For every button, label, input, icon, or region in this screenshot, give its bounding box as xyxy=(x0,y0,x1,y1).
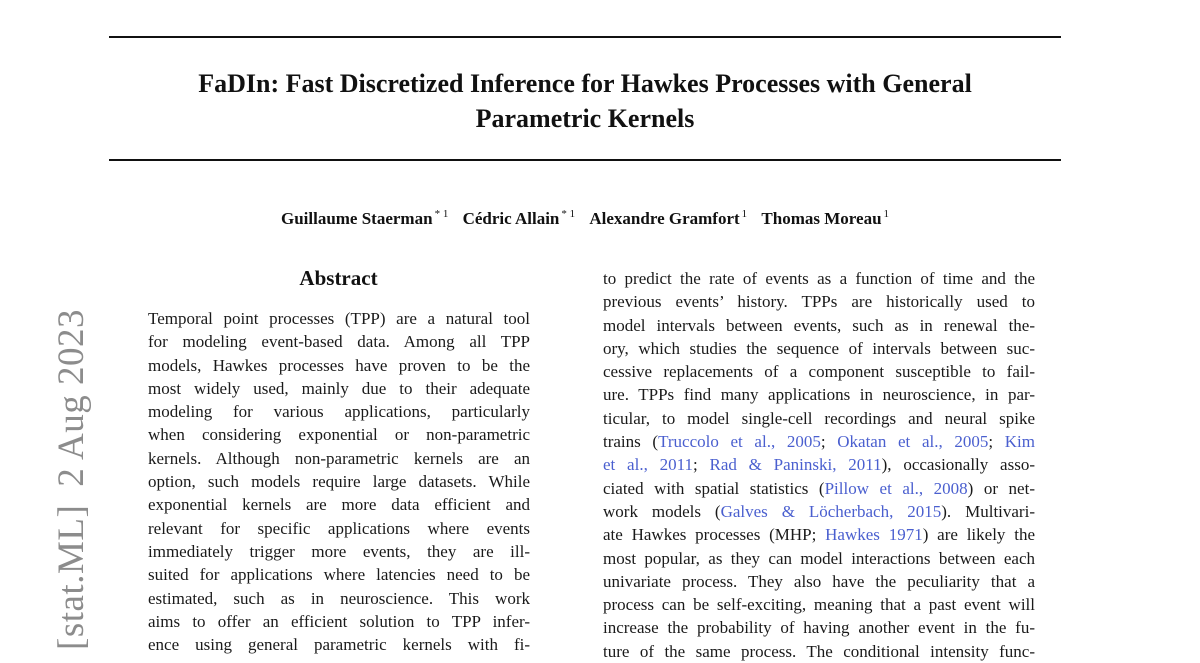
abstract-line: option, such models require large datasets. While xyxy=(148,472,530,492)
intro-line: work models (Galves & Löcherbach, 2015). Multivari- xyxy=(603,501,1035,521)
abstract-line: modeling for various applications, particularly xyxy=(148,402,530,422)
intro-line: ticular, to model single-cell recordings and neural spike xyxy=(603,408,1035,428)
author-affiliation: 1 xyxy=(741,208,748,220)
arxiv-stamp xyxy=(50,309,93,650)
intro-line: model intervals between events, such as in renewal the- xyxy=(603,315,1035,335)
author-name: Alexandre Gramfort xyxy=(589,209,740,228)
citation-link[interactable]: Pillow et al., 2008 xyxy=(824,478,968,498)
intro-line: ate Hawkes processes (MHP; Hawkes 1971) are likely the xyxy=(603,525,1035,545)
author-name: Thomas Moreau xyxy=(761,209,882,228)
intro-line: most popular, as they can model interactions between each xyxy=(603,548,1035,568)
bottom-rule xyxy=(109,159,1061,161)
intro-line: process can be self-exciting, meaning that a past event will xyxy=(603,595,1035,615)
citation-link[interactable]: Hawkes 1971 xyxy=(825,525,923,545)
author-affiliation: * 1 xyxy=(561,208,576,220)
arxiv-date: 2 Aug 2023 xyxy=(51,309,92,487)
intro-line: cessive replacements of a component susceptible to fail- xyxy=(603,362,1035,382)
citation-link[interactable]: Truccolo et al., 2005 xyxy=(658,432,821,452)
abstract-heading: Abstract xyxy=(299,266,378,290)
abstract-line: exponential kernels are more data efficient and xyxy=(148,495,530,515)
intro-line: increase the probability of having another event in the fu- xyxy=(603,618,1035,638)
abstract-line: kernels. Although non-parametric kernels are an xyxy=(148,448,530,468)
intro-line: previous events’ history. TPPs are historically used to xyxy=(603,292,1035,312)
abstract-line: aims to offer an efficient solution to TPP infer- xyxy=(148,611,530,631)
intro-line: to predict the rate of events as a function of time and the xyxy=(603,269,1035,288)
intro-line: trains (Truccolo et al., 2005; Okatan et al., 2005; Kim xyxy=(603,432,1035,452)
intro-line: et al., 2011; Rad & Paninski, 2011), occasionally asso- xyxy=(603,455,1035,475)
top-rule xyxy=(109,36,1061,38)
abstract-line: estimated, such as in neuroscience. This work xyxy=(148,588,530,608)
author xyxy=(589,209,747,228)
author-affiliation: * 1 xyxy=(434,208,449,220)
author xyxy=(281,209,448,228)
intro-line: ciated with spatial statistics (Pillow et al., 2008) or net- xyxy=(603,478,1035,498)
title-line-1: FaDIn: Fast Discretized Inference for Hawkes Processes with General xyxy=(198,69,972,98)
abstract-line: suited for applications where latencies need to be xyxy=(148,565,530,585)
abstract-line: when considering exponential or non-parametric xyxy=(148,425,530,445)
intro-line: ture of the same process. The conditional intensity func- xyxy=(603,641,1035,661)
citation-link[interactable]: Galves & Löcherbach, 2015 xyxy=(720,501,942,521)
arxiv-category: [stat.ML] xyxy=(51,504,92,650)
intro-line: univariate process. They also have the peculiarity that a xyxy=(603,571,1035,591)
citation-link[interactable]: et al., 2011 xyxy=(603,455,693,475)
abstract-line: relevant for specific applications where events xyxy=(148,518,530,538)
abstract-line: immediately trigger more events, they are ill- xyxy=(148,541,530,561)
citation-link[interactable]: Rad & Paninski, 2011 xyxy=(709,455,882,475)
author xyxy=(761,209,889,228)
intro-line: ory, which studies the sequence of intervals between suc- xyxy=(603,338,1035,358)
abstract-line: models, Hawkes processes have proven to be the xyxy=(148,355,530,375)
abstract-line: ence using general parametric kernels with fi- xyxy=(148,635,530,655)
paper-title xyxy=(109,66,1061,136)
author-affiliation: 1 xyxy=(883,208,890,220)
author-list xyxy=(109,203,1061,230)
abstract-body xyxy=(148,307,530,656)
abstract-line: most widely used, mainly due to their adequate xyxy=(148,378,530,398)
author-name: Cédric Allain xyxy=(462,209,560,228)
citation-link[interactable]: Kim xyxy=(1004,432,1035,452)
author-name: Guillaume Staerman xyxy=(280,209,433,228)
citation-link[interactable]: Okatan et al., 2005 xyxy=(837,432,989,452)
title-line-2: Parametric Kernels xyxy=(475,104,695,133)
intro-line: ure. TPPs find many applications in neuroscience, in par- xyxy=(603,385,1035,405)
abstract-line: for modeling event-based data. Among all TPP xyxy=(148,332,530,352)
author xyxy=(463,209,576,228)
abstract-line: Temporal point processes (TPP) are a natural tool xyxy=(148,309,530,328)
introduction-body xyxy=(603,267,1035,663)
